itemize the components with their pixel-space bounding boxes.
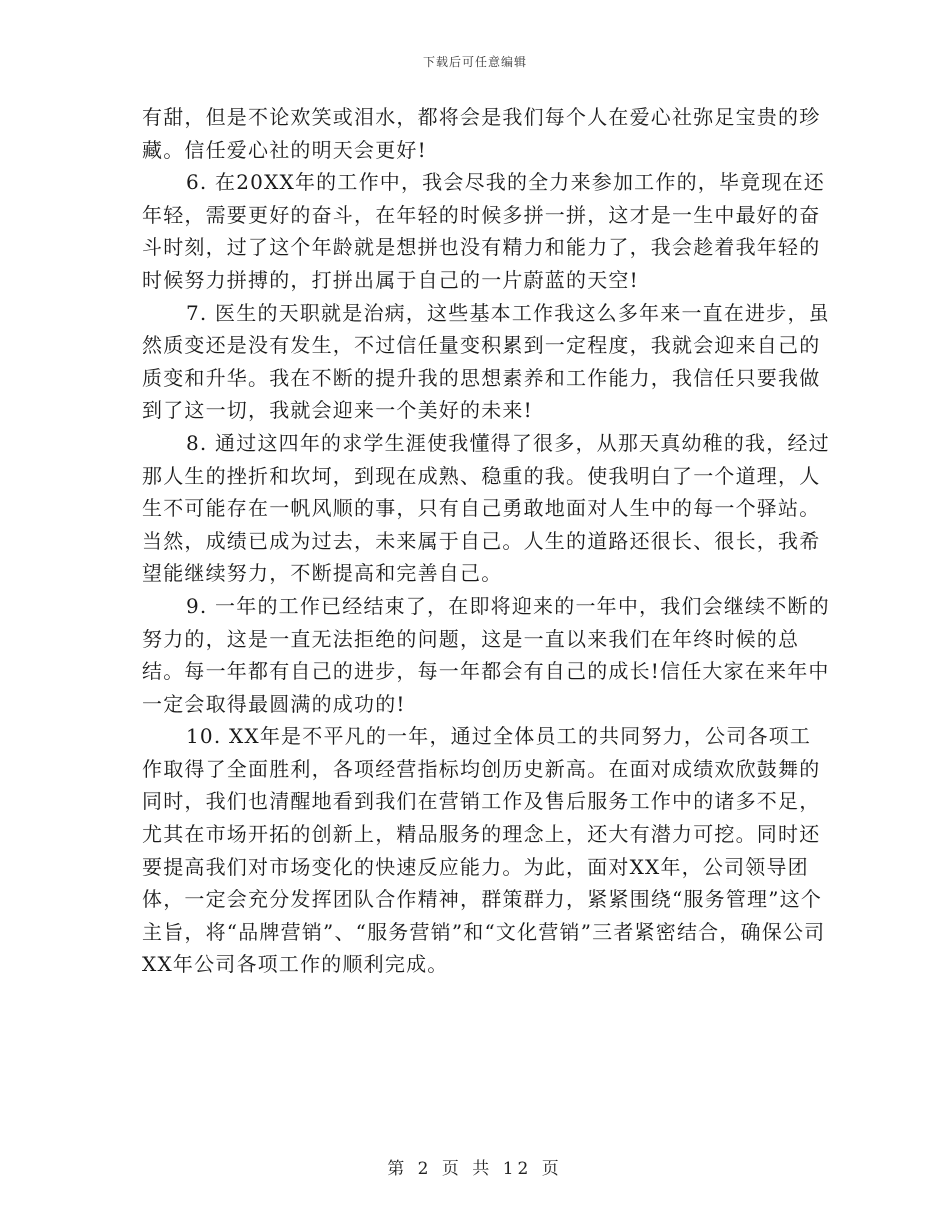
page-number-footer: 第 2 页 共 12 页 bbox=[387, 1159, 563, 1179]
page-header: 下载后可任意编辑 bbox=[422, 55, 527, 69]
paragraph-item-10: 10. XX年是不平凡的一年，通过全体员工的共同努力，公司各项工作取得了全面胜利，各项经营指标均创历史新高。在面对成绩欢欣鼓舞的同时，我们也清醒地看到我们在营销工作及售后服务工作中的诸多不足，尤其在市场开拓的创新上，精品服务的理念上，还大有潜力可挖。同时还要提高我们对市场变化的快速反应能力。为此，面对XX年，公司领导团体，一定会充分发挥团队合作精神，群策群力，紧紧围绕“服务管理”这个主旨，将“品牌营销”、“服务营销”和“文化营销”三者紧密结合，确保公司XX年公司各项工作的顺利完成。 bbox=[142, 724, 826, 977]
paragraph-item-7: 7. 医生的天职就是治病，这些基本工作我这么多年来一直在进步，虽然质变还是没有发生，不过信任量变积累到一定程度，我就会迎来自己的质变和升华。我在不断的提升我的思想素养和工作能力，我信任只要我做到了这一切，我就会迎来一个美好的未来! bbox=[142, 300, 830, 423]
paragraph-item-6: 6. 在20XX年的工作中，我会尽我的全力来参加工作的，毕竟现在还年轻，需要更好的奋斗，在年轻的时候多拼一拼，这才是一生中最好的奋斗时刻，过了这个年龄就是想拼也没有精力和能力了，我会趁着我年轻的时候努力拼搏的，打拼出属于自己的一片蔚蓝的天空! bbox=[142, 170, 825, 292]
paragraph-item-8: 8. 通过这四年的求学生涯使我懂得了很多，从那天真幼稚的我，经过那人生的挫折和坎坷，到现在成熟、稳重的我。使我明白了一个道理，人生不可能存在一帆风顺的事，只有自己勇敢地面对人生中的每一个驿站。当然，成绩已成为过去，未来属于自己。人生的道路还很长、很长，我希望能继续努力，不断提高和完善自己。 bbox=[142, 430, 830, 586]
paragraph-item-9: 9. 一年的工作已经结束了，在即将迎来的一年中，我们会继续不断的努力的，这是一直无法拒绝的问题，这是一直以来我们在年终时候的总结。每一年都有自己的进步，每一年都会有自己的成长!信任大家在来年中一定会取得最圆满的成功的! bbox=[142, 593, 830, 716]
document-body bbox=[142, 101, 832, 981]
paragraph-continuation: 有甜，但是不论欢笑或泪水，都将会是我们每个人在爱心社弥足宝贵的珍藏。信任爱心社的明天会更好! bbox=[142, 105, 821, 162]
